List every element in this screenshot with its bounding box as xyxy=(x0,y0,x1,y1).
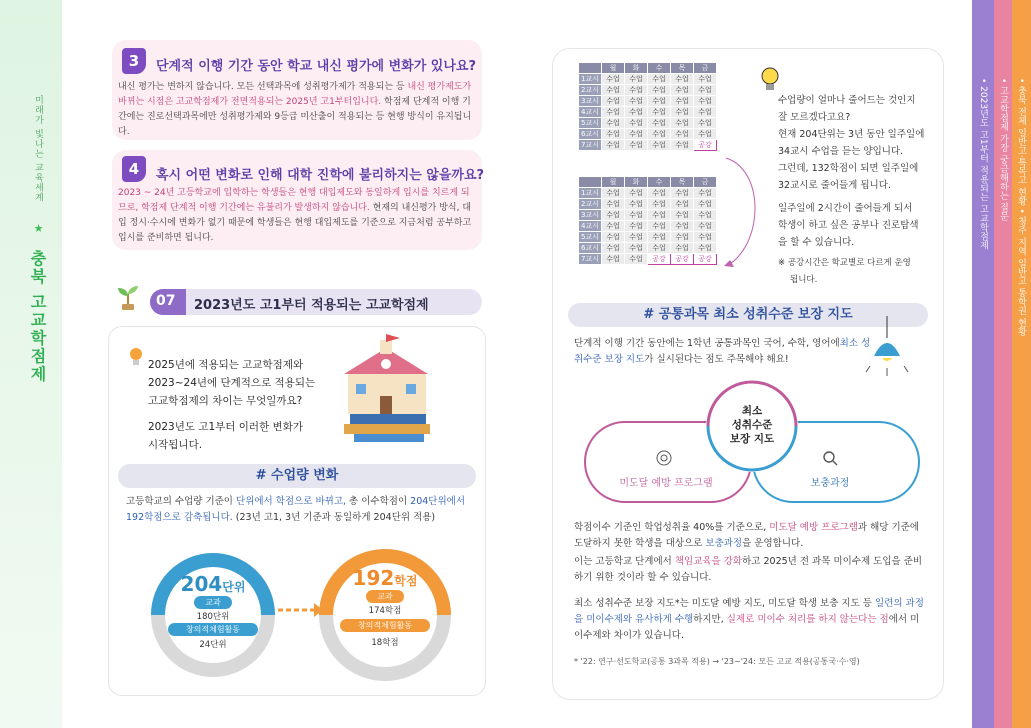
timetable-class-cell: 수업 xyxy=(694,74,717,85)
diagram-left-label: 미도달 예방 프로그램 xyxy=(619,478,713,489)
timetable-row xyxy=(579,140,717,151)
timetable-row xyxy=(579,96,717,107)
tab-1-label: • 2023년도 고1부터 적용되는 고교학점제 xyxy=(978,78,988,250)
timetable-class-cell: 수업 xyxy=(602,254,625,265)
circle-192-value xyxy=(340,566,430,590)
timetable-class-cell: 수업 xyxy=(671,199,694,210)
timetable-class-cell: 수업 xyxy=(625,254,648,265)
timetable-class-cell: 수업 xyxy=(648,140,671,151)
common-intro-c: 가 실시된다는 점도 주목해야 해요! xyxy=(644,354,789,365)
q4-body-a: 2023 ~ 24년 고등학교에 입학하는 학생들은 현행 대입제도와 동일하게 입시를 치르게 되므로, 학점제 단계적 이행 기간에는 유불리가 발생하지 않습니다. xyxy=(118,188,470,213)
arrow-right-icon xyxy=(276,600,324,620)
note-l5: 그런데, 132학점이 되면 일주일에 xyxy=(778,163,919,174)
question-4-title: 혹시 어떤 변화로 인해 대학 진학에 불리하지는 않을까요? xyxy=(156,168,485,183)
question-3-number: 3 xyxy=(122,48,146,74)
common-intro-b: 최소 성취수준 보장 지도 xyxy=(574,338,871,365)
circle-192-tag-2: 창의적체험활동 xyxy=(340,619,430,632)
timetable-period-label: 1교시 xyxy=(579,188,602,199)
timetable-row xyxy=(579,74,717,85)
timetable-class-cell: 수업 xyxy=(625,243,648,254)
timetable-row xyxy=(579,107,717,118)
sidebar-subtitle: 미래가 빛나는 교육세계 xyxy=(33,95,43,203)
timetable-free-cell: 공강 xyxy=(694,140,717,151)
timetable-class-cell: 수업 xyxy=(671,140,694,151)
timetable-row xyxy=(579,221,717,232)
timetable-period-label: 7교시 xyxy=(579,254,602,265)
q3-body-b: 내신 평가제도가 바뀌는 시점은 고교학점제가 전면적용되는 2025년 고1부터입니다. xyxy=(118,82,472,107)
tab-2-label: • 고교학점제 가장 궁금해하는 질문 xyxy=(998,78,1008,221)
course-change-body xyxy=(126,494,476,526)
p1-a: 학점이수 기준인 학업성취율 40%를 기준으로, xyxy=(574,522,770,533)
intro-text xyxy=(148,356,315,454)
timetable-class-cell: 수업 xyxy=(602,221,625,232)
note-l2: 잘 모르겠다고요? xyxy=(778,112,851,123)
timetable-class-cell: 수업 xyxy=(694,210,717,221)
circle-204-val-1: 180단위 xyxy=(196,612,230,622)
timetable-class-cell: 수업 xyxy=(671,129,694,140)
p1-e: 을 운영합니다. xyxy=(742,538,804,549)
course-body-d: 204단위에서 192학점으로 감축됩니다. xyxy=(126,496,465,523)
timetable-class-cell: 수업 xyxy=(648,118,671,129)
circle-192-big: 192 xyxy=(352,566,395,590)
timetable-class-cell: 수업 xyxy=(671,74,694,85)
timetable-class-cell: 수업 xyxy=(625,129,648,140)
timetable-class-cell: 수업 xyxy=(648,243,671,254)
timetable-class-cell: 수업 xyxy=(602,199,625,210)
timetable-row xyxy=(579,129,717,140)
timetable-class-cell: 수업 xyxy=(671,232,694,243)
timetable-period-label: 3교시 xyxy=(579,210,602,221)
timetable-class-cell: 수업 xyxy=(602,129,625,140)
course-body-c: 총 이수학점이 xyxy=(346,496,411,507)
timetable-class-cell: 수업 xyxy=(625,74,648,85)
timetable-class-cell: 수업 xyxy=(602,107,625,118)
timetable-class-cell: 수업 xyxy=(671,210,694,221)
note-l7: 일주일에 2시간이 줄어들게 되서 xyxy=(778,203,913,214)
intro-line-4: 2023년도 고1부터 이러한 변화가 xyxy=(148,421,303,433)
course-body-a: 고등학교의 수업량 기준이 xyxy=(126,496,237,507)
lightbulb-note-icon xyxy=(758,66,782,94)
tab-3-label: • 충북 전체 일반고·특목고 현황 • 청주 지역 일반고 통학권 현황 xyxy=(1016,78,1026,337)
note-l8: 학생이 하고 싶은 공부나 진로탐색 xyxy=(778,220,919,231)
intro-line-5: 시작됩니다. xyxy=(148,439,203,451)
school-building-illustration xyxy=(330,334,442,444)
timetable-class-cell: 수업 xyxy=(625,107,648,118)
timetable-bottom xyxy=(578,176,717,265)
note-l6: 32교시로 줄어들게 됩니다. xyxy=(778,180,891,191)
section-07-number: 07 xyxy=(156,293,176,309)
note-l1: 수업량이 얼마나 줄어드는 것인지 xyxy=(778,95,916,106)
p2-a: 이는 고등학교 단계에서 xyxy=(574,556,675,567)
timetable-class-cell: 수업 xyxy=(694,85,717,96)
curved-arrow-icon xyxy=(716,150,766,270)
timetable-period-label: 2교시 xyxy=(579,199,602,210)
timetable-day-header: 화 xyxy=(625,63,648,74)
timetable-class-cell: 수업 xyxy=(625,221,648,232)
timetable-class-cell: 수업 xyxy=(625,232,648,243)
timetable-free-cell: 공강 xyxy=(671,254,694,265)
p1-b: 미도달 예방 프로그램 xyxy=(769,522,858,533)
timetable-class-cell: 수업 xyxy=(602,85,625,96)
common-paragraph-2 xyxy=(574,554,924,586)
common-footnote: * '22: 연구·선도학교(공통 3과목 적용) → '23~'24: 모든 고교 적용(공통국·수·영) xyxy=(574,657,860,666)
timetable-period-label: 1교시 xyxy=(579,74,602,85)
timetable-class-cell: 수업 xyxy=(625,96,648,107)
sprout-icon xyxy=(112,280,144,312)
timetable-top xyxy=(578,62,717,151)
intro-line-2: 2023~24년에 단계적으로 적용되는 xyxy=(148,377,316,389)
timetable-class-cell: 수업 xyxy=(648,107,671,118)
circle-204-big: 204 xyxy=(180,572,223,596)
timetable-class-cell: 수업 xyxy=(602,188,625,199)
search-magnifier-icon xyxy=(822,450,838,466)
circle-192-val-1: 174학점 xyxy=(368,606,402,616)
timetable-corner xyxy=(579,177,602,188)
timetable-class-cell: 수업 xyxy=(671,221,694,232)
timetable-period-label: 4교시 xyxy=(579,107,602,118)
left-sidebar xyxy=(0,0,62,728)
timetable-class-cell: 수업 xyxy=(648,188,671,199)
timetable-class-cell: 수업 xyxy=(648,221,671,232)
p1-c: 과 해당 기준에 도달하지 못한 학생을 대상으로 xyxy=(574,522,919,549)
timetable-class-cell: 수업 xyxy=(694,96,717,107)
timetable-row xyxy=(579,85,717,96)
timetable-class-cell: 수업 xyxy=(671,188,694,199)
timetable-free-cell: 공강 xyxy=(694,254,717,265)
timetable-free-cell: 공강 xyxy=(648,254,671,265)
timetable-class-cell: 수업 xyxy=(694,243,717,254)
common-heading: # 공통과목 최소 성취수준 보장 지도 xyxy=(568,303,928,327)
diagram-center-label: 최소 성취수준 보장 지도 xyxy=(729,405,775,445)
p3-b: 일련의 과정을 미이수제와 유사하게 수행 xyxy=(574,598,924,625)
common-paragraph-1 xyxy=(574,520,924,552)
timetable-day-header: 목 xyxy=(671,63,694,74)
timetable-class-cell: 수업 xyxy=(602,96,625,107)
common-intro-a: 단계적 이행 기간 동안에는 1학년 공통과목인 국어, 수학, 영어에 xyxy=(574,338,840,349)
q3-body-c: 학점제 단계적 이행 기간에는 진로선택과목에만 성취평가제와 9등급 미산출이 적용되는 등 현행 방식이 유지됩니다. xyxy=(118,97,472,137)
timetable-class-cell: 수업 xyxy=(671,85,694,96)
timetable-class-cell: 수업 xyxy=(694,107,717,118)
timetable-class-cell: 수업 xyxy=(602,140,625,151)
timetable-period-label: 5교시 xyxy=(579,118,602,129)
p3-e: 에서 미이수제와 차이가 있습니다. xyxy=(574,614,920,641)
common-intro xyxy=(574,336,874,368)
timetable-day-header: 월 xyxy=(602,177,625,188)
timetable-period-label: 6교시 xyxy=(579,129,602,140)
timetable-class-cell: 수업 xyxy=(694,199,717,210)
timetable-class-cell: 수업 xyxy=(625,199,648,210)
timetable-class-cell: 수업 xyxy=(625,140,648,151)
question-3-body xyxy=(118,80,476,140)
timetable-class-cell: 수업 xyxy=(694,188,717,199)
timetable-day-header: 금 xyxy=(694,63,717,74)
timetable-row xyxy=(579,199,717,210)
timetable-class-cell: 수업 xyxy=(648,199,671,210)
question-4-number: 4 xyxy=(122,156,146,182)
timetable-class-cell: 수업 xyxy=(671,243,694,254)
timetable-period-label: 3교시 xyxy=(579,96,602,107)
timetable-class-cell: 수업 xyxy=(602,210,625,221)
timetable-class-cell: 수업 xyxy=(602,232,625,243)
timetable-class-cell: 수업 xyxy=(671,118,694,129)
p3-d: 실제로 미이수 처리를 하지 않는다는 점 xyxy=(726,614,889,625)
circle-192-tag-1: 교과 xyxy=(366,590,404,603)
p2-b: 책임교육을 강화 xyxy=(674,556,743,567)
circle-204-unit: 단위 xyxy=(222,580,246,594)
timetable-class-cell: 수업 xyxy=(602,118,625,129)
sidebar-title: 충북 고교학점제 xyxy=(28,250,47,384)
sidebar-star: ★ xyxy=(32,222,45,235)
lightbulb-icon xyxy=(128,346,144,370)
note-l10: ※ 공강시간은 학교별로 다르게 운영 xyxy=(778,258,911,268)
target-icon xyxy=(656,450,672,466)
note-l9: 을 할 수 있습니다. xyxy=(778,237,855,248)
timetable-class-cell: 수업 xyxy=(648,74,671,85)
timetable-period-label: 7교시 xyxy=(579,140,602,151)
circle-192-val-2: 18학점 xyxy=(371,638,399,648)
diagram-right-label: 보충과정 xyxy=(810,478,850,489)
note-text xyxy=(778,92,924,289)
timetable-row xyxy=(579,243,717,254)
timetable-row xyxy=(579,232,717,243)
timetable-row xyxy=(579,188,717,199)
intro-line-1: 2025년에 적용되는 고교학점제와 xyxy=(148,359,304,371)
q4-body-b: 현재의 내신평가 방식, 대입 정시·수시에 변화가 없기 때문에 학생들은 현행 대입제도를 기준으로 지금처럼 공부하고 입시를 준비하면 됩니다. xyxy=(118,203,472,243)
timetable-day-header: 수 xyxy=(648,177,671,188)
timetable-class-cell: 수업 xyxy=(648,210,671,221)
timetable-header-row xyxy=(579,177,717,188)
timetable-header-row xyxy=(579,63,717,74)
circle-204-tag-2: 창의적체험활동 xyxy=(168,623,258,636)
timetable-class-cell: 수업 xyxy=(694,232,717,243)
timetable-row xyxy=(579,210,717,221)
timetable-class-cell: 수업 xyxy=(648,232,671,243)
section-07-title: 2023년도 고1부터 적용되는 고교학점제 xyxy=(194,298,429,313)
timetable-class-cell: 수업 xyxy=(694,129,717,140)
circle-204-tag-1: 교과 xyxy=(194,596,232,609)
circle-204-value xyxy=(168,572,258,596)
timetable-class-cell: 수업 xyxy=(671,96,694,107)
q3-body-a: 내신 평가는 변하지 않습니다. 모든 선택과목에 성취평가제가 적용되는 등 xyxy=(118,82,408,92)
timetable-class-cell: 수업 xyxy=(625,85,648,96)
timetable-row xyxy=(579,254,717,265)
course-change-heading: # 수업량 변화 xyxy=(118,464,476,488)
timetable-class-cell: 수업 xyxy=(602,243,625,254)
course-body-b: 단위에서 학점으로 바뀌고, xyxy=(236,496,347,507)
timetable-class-cell: 수업 xyxy=(602,74,625,85)
timetable-day-header: 월 xyxy=(602,63,625,74)
timetable-class-cell: 수업 xyxy=(648,129,671,140)
timetable-day-header: 수 xyxy=(648,63,671,74)
timetable-period-label: 6교시 xyxy=(579,243,602,254)
timetable-class-cell: 수업 xyxy=(648,85,671,96)
p3-c: 하지만, xyxy=(693,614,727,625)
p3-a: 최소 성취수준 보장 지도*는 미도달 예방 지도, 미도달 학생 보충 지도 등 xyxy=(574,598,875,609)
question-4-body xyxy=(118,186,476,246)
circle-204-val-2: 24단위 xyxy=(199,640,227,650)
p2-c: 하고 2025년 전 과목 미이수제 도입을 준비하기 위한 것이라 할 수 있습니다. xyxy=(574,556,923,583)
question-3-title: 단계적 이행 기간 동안 학교 내신 평가에 변화가 있나요? xyxy=(156,59,477,74)
timetable-day-header: 목 xyxy=(671,177,694,188)
timetable-class-cell: 수업 xyxy=(694,118,717,129)
timetable-class-cell: 수업 xyxy=(625,210,648,221)
timetable-day-header: 금 xyxy=(694,177,717,188)
timetable-corner xyxy=(579,63,602,74)
timetable-class-cell: 수업 xyxy=(625,118,648,129)
common-paragraph-3 xyxy=(574,596,924,644)
timetable-class-cell: 수업 xyxy=(694,221,717,232)
circle-192-unit: 학점 xyxy=(394,574,418,588)
timetable-class-cell: 수업 xyxy=(671,107,694,118)
p1-d: 보충과정 xyxy=(705,538,743,549)
timetable-day-header: 화 xyxy=(625,177,648,188)
course-body-e: (23년 고1, 3년 기준과 동일하게 204단위 적용) xyxy=(232,512,436,523)
note-l11: 됩니다. xyxy=(790,275,818,285)
timetable-class-cell: 수업 xyxy=(648,96,671,107)
timetable-period-label: 5교시 xyxy=(579,232,602,243)
timetable-period-label: 4교시 xyxy=(579,221,602,232)
note-l3: 현재 204단위는 3년 동안 일주일에 xyxy=(778,129,925,140)
timetable-row xyxy=(579,118,717,129)
timetable-class-cell: 수업 xyxy=(625,188,648,199)
intro-line-3: 고교학점제의 차이는 무엇일까요? xyxy=(148,395,303,407)
note-l4: 34교시 수업을 듣는 양입니다. xyxy=(778,146,904,157)
timetable-period-label: 2교시 xyxy=(579,85,602,96)
